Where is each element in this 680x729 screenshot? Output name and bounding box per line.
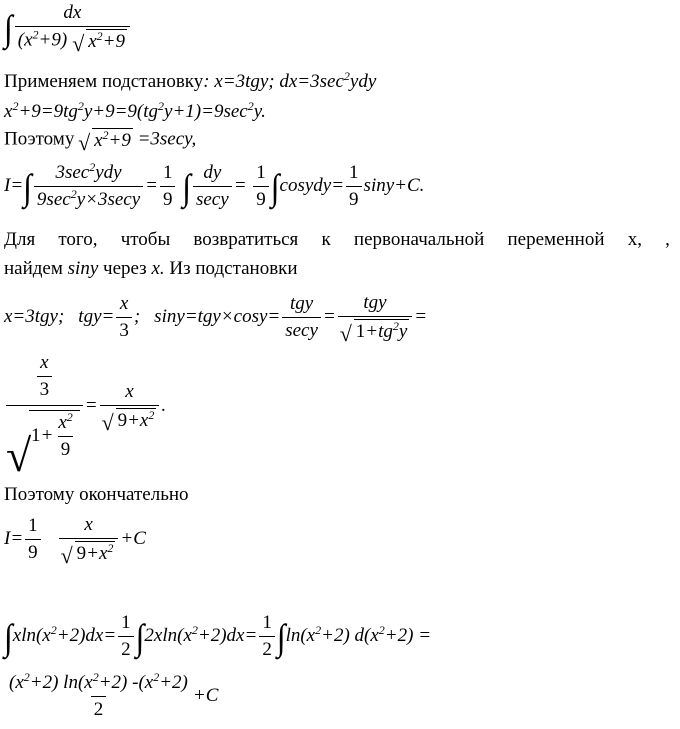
integral-sign: ∫ <box>4 6 13 49</box>
identity-line: $x^2+9=9tg^2y+9=9(tg^2y+1)=9\sec^2y$. <box>4 99 266 122</box>
fraction <box>15 2 130 53</box>
integral-problem-2: $\int xln(x^2+2)dx=$ $\frac{1}{2}$ $\int 2xln(x^2+2)dx=$ $\frac{1}{2}$ $\int\ln(x^2+2) d(x^2+2)$ = <box>4 612 432 660</box>
final-answer: I= $\frac{1}{9}$ x √ $9+x^2$ +C <box>4 514 146 565</box>
integral-problem-2-result: $\frac{(x^2+2) \ln(x^2+2) -(x^2+2)}{2}$ +C <box>9 670 219 720</box>
substitution-line: Применяем подстановку: x=3tgy; $dx=3\sec^2ydy$ <box>4 69 377 92</box>
siny-derivation: x=3tgy; tgy= $\frac{x}{3}$ ; siny=tgy×cosy= $\frac{\text{tgy}}{\sec y}$ = tgy √ $1+tg^2y$ = <box>4 292 427 343</box>
integral-I-computation: I=∫ $\frac{3\sec^2ydy}{9\sec^2y\times 3\sec y}$ = $\frac{1}{9}$ ∫ $\frac{dy}{\sec y}$ = $\frac{1}{9}$ ∫cosydy= $\frac{1}{9}$ siny+C. <box>4 160 425 210</box>
therefore-label: Поэтому <box>4 128 75 150</box>
finally-label: Поэтому окончательно <box>4 484 189 505</box>
therefore-line-1 <box>4 128 196 152</box>
integral-problem-1 <box>4 2 132 53</box>
root-result: =3secy, <box>137 128 197 150</box>
substitution-label: Применяем подстановку <box>4 71 204 92</box>
substitution-x: x=3tgy; <box>214 71 275 92</box>
substitution-dx: $dx=3\sec^2ydy$ <box>279 69 377 92</box>
paragraph-return-variable: Для того, чтобы возвратиться к первоначальной переменной х, , <box>4 229 670 250</box>
denominator: $(x^2+9)√$ $x^2+9$ <box>15 26 130 53</box>
paragraph-find-siny: найдем siny через x. Из подстановки <box>4 258 298 279</box>
numerator: dx <box>63 2 82 23</box>
square-root: √ $x^2+9$ <box>79 128 133 152</box>
siny-result: $\frac{x}{3}$ √ 1+ $\frac{x^2}{9}$ = x √ $9+x^2$ . <box>4 352 166 461</box>
square-root: √ $x^2+9$ <box>73 29 127 53</box>
